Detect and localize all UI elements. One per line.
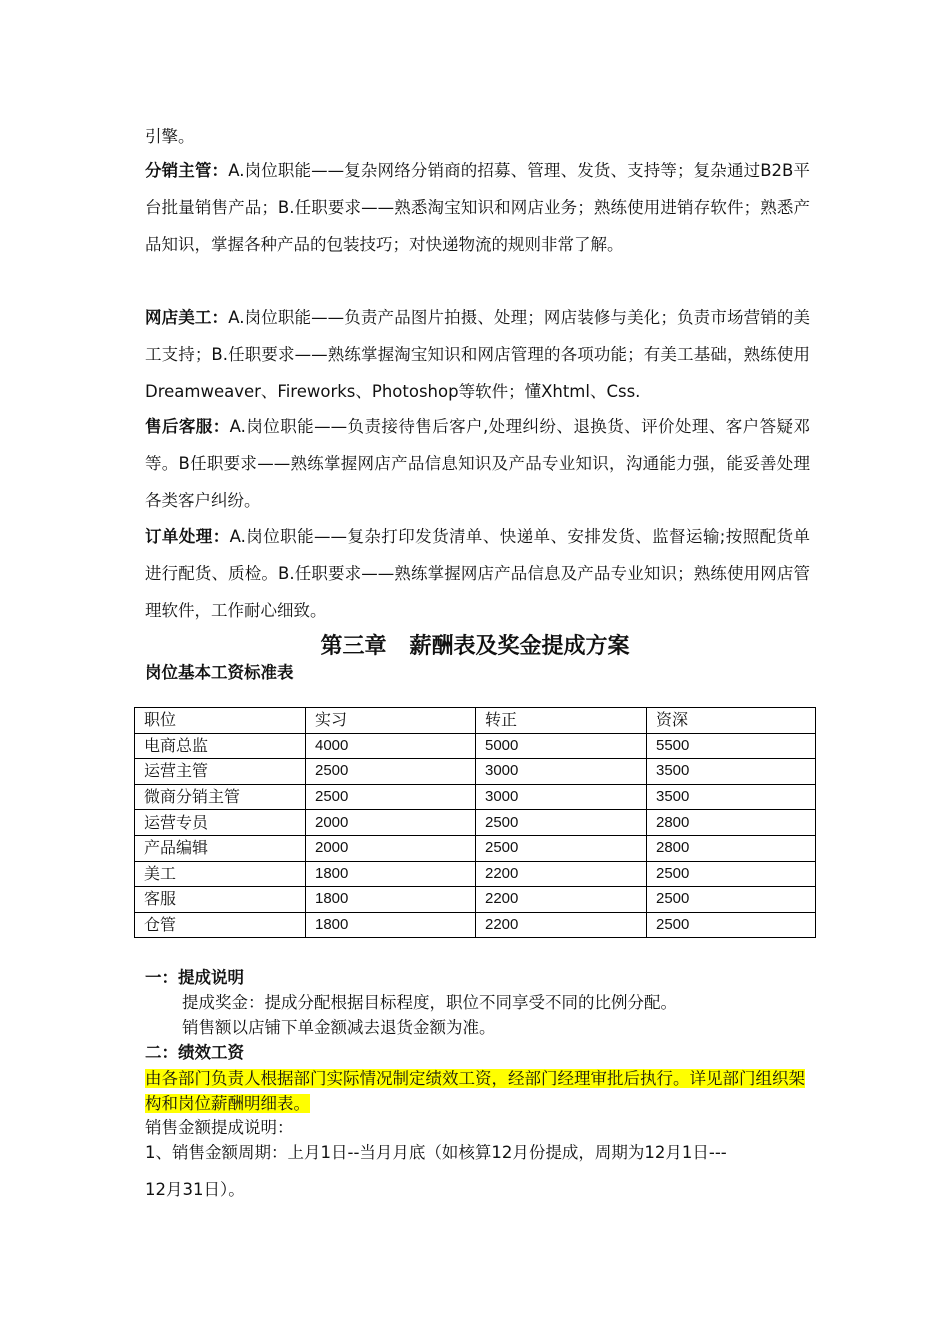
header-cell: 职位 — [135, 708, 306, 734]
table-row — [135, 784, 816, 810]
cell-intern: 2000 — [306, 810, 476, 836]
cell-position: 微商分销主管 — [135, 784, 306, 810]
cell-senior: 3500 — [647, 784, 816, 810]
role-order-processing — [145, 518, 810, 629]
cell-senior: 5500 — [647, 733, 816, 759]
role-title: 订单处理： — [145, 527, 230, 546]
highlighted-note — [145, 1066, 815, 1116]
sales-item1-a: 1、销售金额周期：上月1日--当月月底（如核算12月份提成，周期为12月1日--- — [145, 1143, 727, 1162]
chapter-title: 第三章 薪酬表及奖金提成方案 — [320, 634, 630, 659]
header-cell: 资深 — [647, 708, 816, 734]
table-row — [135, 887, 816, 913]
table-row — [135, 835, 816, 861]
table-row — [135, 810, 816, 836]
cell-regular: 5000 — [476, 733, 647, 759]
role-text: A.岗位职能——负责接待售后客户,处理纠纷、退换货、评价处理、客户答疑邓等。B任职要求——熟练掌握网店产品信息知识及产品专业知识，沟通能力强，能妥善处理各类客户纠纷。 — [145, 417, 810, 510]
cell-regular: 2200 — [476, 861, 647, 887]
section1-line1: 提成奖金：提成分配根据目标程度，职位不同享受不同的比例分配。 — [182, 993, 677, 1012]
table-header-row — [135, 708, 816, 734]
header-cell: 转正 — [476, 708, 647, 734]
role-distribution-manager — [145, 152, 810, 263]
cell-senior: 2500 — [647, 912, 816, 938]
header-cell: 实习 — [306, 708, 476, 734]
cell-intern: 1800 — [306, 861, 476, 887]
table-row — [135, 861, 816, 887]
cell-regular: 2500 — [476, 810, 647, 836]
cell-regular: 3000 — [476, 784, 647, 810]
cell-regular: 3000 — [476, 759, 647, 785]
cell-senior: 2800 — [647, 835, 816, 861]
cell-regular: 2200 — [476, 887, 647, 913]
role-shop-designer — [145, 299, 810, 410]
cell-intern: 1800 — [306, 887, 476, 913]
role-text: A.岗位职能——复杂打印发货清单、快递单、安排发货、监督运输;按照配货单进行配货、质检。B.任职要求——熟练掌握网店产品信息及产品专业知识；熟练使用网店管理软件，工作耐心细致。 — [145, 527, 810, 620]
table-row — [135, 912, 816, 938]
cell-position: 运营主管 — [135, 759, 306, 785]
role-text: A.岗位职能——负责产品图片拍摄、处理；网店装修与美化；负责市场营销的美工支持；B.任职要求——熟练掌握淘宝知识和网店管理的各项功能；有美工基础，熟练使用Dreamweaver、Fireworks、Photoshop等软件；懂Xhtml、Css. — [145, 308, 811, 401]
cell-position: 仓管 — [135, 912, 306, 938]
role-title: 网店美工： — [145, 308, 229, 327]
section1-line2: 销售额以店铺下单金额减去退货金额为准。 — [182, 1018, 496, 1037]
cell-intern: 4000 — [306, 733, 476, 759]
intro-tail: 引擎。 — [145, 127, 195, 146]
cell-position: 运营专员 — [135, 810, 306, 836]
sales-title: 销售金额提成说明： — [145, 1118, 294, 1137]
cell-senior: 3500 — [647, 759, 816, 785]
sales-item1-b: 12月31日）。 — [145, 1180, 245, 1199]
cell-position: 产品编辑 — [135, 835, 306, 861]
cell-intern: 1800 — [306, 912, 476, 938]
cell-regular: 2200 — [476, 912, 647, 938]
cell-intern: 2500 — [306, 759, 476, 785]
highlighted-text: 由各部门负责人根据部门实际情况制定绩效工资，经部门经理审批后执行。详见部门组织架构和岗位薪酬明细表。 — [145, 1069, 805, 1113]
cell-intern: 2000 — [306, 835, 476, 861]
cell-senior: 2500 — [647, 887, 816, 913]
salary-table — [134, 707, 816, 938]
table-title: 岗位基本工资标准表 — [145, 663, 294, 682]
table-row — [135, 759, 816, 785]
cell-regular: 2500 — [476, 835, 647, 861]
role-text: A.岗位职能——复杂网络分销商的招募、管理、发货、支持等；复杂通过B2B平台批量销售产品；B.任职要求——熟悉淘宝知识和网店业务；熟练使用进销存软件；熟悉产品知识，掌握各种产品的包装技巧；对快递物流的规则非常了解。 — [145, 161, 811, 254]
role-title: 售后客服： — [145, 417, 230, 436]
section2-heading: 二：绩效工资 — [145, 1043, 244, 1062]
cell-intern: 2500 — [306, 784, 476, 810]
role-title: 分销主管： — [145, 161, 229, 180]
cell-position: 电商总监 — [135, 733, 306, 759]
section1-heading: 一：提成说明 — [145, 968, 244, 987]
cell-position: 客服 — [135, 887, 306, 913]
table-row — [135, 733, 816, 759]
cell-senior: 2800 — [647, 810, 816, 836]
cell-position: 美工 — [135, 861, 306, 887]
cell-senior: 2500 — [647, 861, 816, 887]
role-after-sales — [145, 408, 810, 519]
